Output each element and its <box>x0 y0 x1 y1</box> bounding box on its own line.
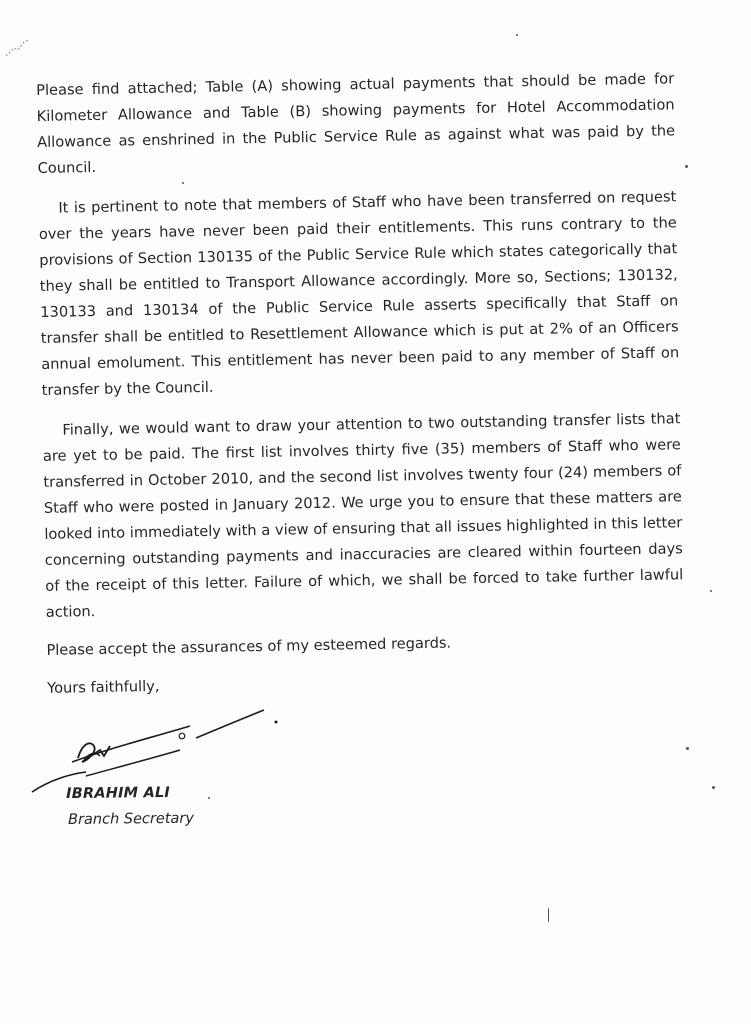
letter-body <box>36 66 685 702</box>
scan-artifact-mark <box>4 30 34 60</box>
scan-speck <box>516 34 518 36</box>
handwritten-signature <box>30 700 280 795</box>
scan-speck <box>710 590 712 592</box>
scan-speck <box>712 786 715 789</box>
signatory-title: Branch Secretary <box>68 810 195 828</box>
closing-salutation: Yours faithfully, <box>47 677 160 697</box>
paragraph-entitlements: It is pertinent to note that members of Staff who have been transferred on request over the years have never been paid their entitlements. This runs contrary to the provisions of Section 130135 of the Public Service Rule which states categorically that they shall be entitled to Transport Allowance accordingly. More so, Sections; 130132, 130133 and 130134 of the Public Service Rule asserts specifically that Staff on transfer shall be entitled to Resettlement Allowance which is put at 2% of an Officers annual emolument. This entitlement has never been paid to any member of Staff on transfer by the Council. <box>38 188 680 399</box>
scan-speck <box>208 797 210 799</box>
paragraph-attachments: Please find attached; Table (A) showing actual payments that should be made for Kilometer Allowance and Table (B) showing payments for Hotel Accommodation Allowance as enshrined in the Public Service Rule as against what was paid by the Council. <box>36 70 676 177</box>
paragraph-regards: Please accept the assurances of my esteemed regards. <box>46 634 452 659</box>
signatory-name: IBRAHIM ALI <box>66 784 171 802</box>
scan-speck <box>548 908 549 922</box>
paragraph-transfer-lists: Finally, we would want to draw your attention to two outstanding transfer lists that are yet to be paid. The first list involves thirty five (35) members of Staff who were transferred in October 2010, and the second list involves twenty four (24) members of Staff who were posted in January 2012. We urge you to ensure that these matters are looked into immediately with a view of ensuring that all issues highlighted in this letter concerning outstanding payments and inaccuracies are cleared within fourteen days of the receipt of this letter. Failure of which, we shall be forced to take further lawful action. <box>42 410 684 621</box>
scan-speck <box>182 182 184 184</box>
scan-speck <box>686 747 689 750</box>
scan-speck <box>685 165 688 168</box>
